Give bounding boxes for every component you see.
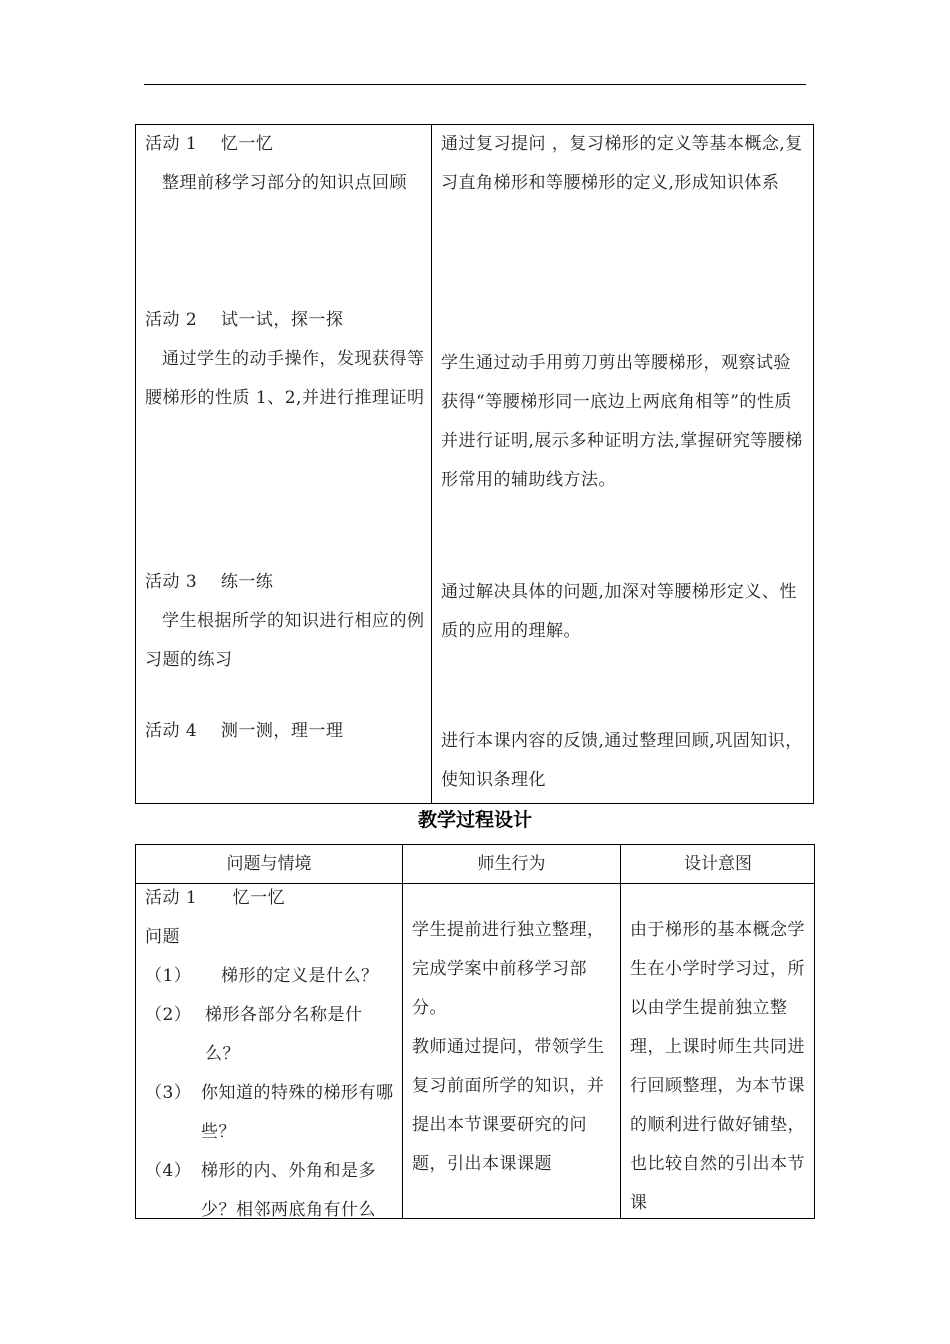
question-number: （3） [145, 1083, 192, 1103]
header-intent: 设计意图 [684, 854, 752, 874]
activity-3-left [145, 563, 425, 680]
header-behavior: 师生行为 [477, 854, 546, 874]
teacher-behavior: 教师通过提问，带领学生复习前面所学的知识，并提出本节课要研究的问题，引出本课课题 [412, 1037, 605, 1174]
behavior-column [412, 911, 614, 1184]
question-text: 梯形的内、外角和是多少？相邻两底角有什么 [201, 1161, 376, 1220]
activities-table [135, 124, 814, 804]
activity-1-description: 整理前移学习部分的知识点回顾 [162, 173, 407, 193]
column-divider [402, 845, 403, 1218]
activity-2-heading: 活动 2 试一试，探一探 [145, 310, 344, 330]
question-text: 梯形的定义是什么？ [221, 966, 379, 986]
activity-3-heading: 活动 3 练一练 [145, 572, 274, 592]
activity-1-heading: 活动 1 忆一忆 [145, 134, 274, 154]
activity-4-left [145, 712, 425, 751]
question-label: 问题 [145, 927, 180, 947]
question-text: 梯形各部分名称是什么？ [205, 1005, 363, 1064]
activity-3-intent: 通过解决具体的问题,加深对等腰梯形定义、性质的应用的理解。 [441, 582, 797, 641]
activity-4-intent: 进行本课内容的反馈,通过整理回顾,巩固知识，使知识条理化 [441, 731, 803, 790]
question-number: （1） [145, 966, 192, 986]
activity-4-heading: 活动 4 测一测，理一理 [145, 721, 344, 741]
process-title: 教学过程设计 [417, 809, 532, 831]
activity-2-description: 通过学生的动手操作，发现获得等腰梯形的性质 1、2,并进行推理证明 [145, 349, 425, 408]
process-table [135, 844, 815, 1219]
list-item [145, 996, 395, 1074]
activity-1-intent: 通过复习提问 ，复习梯形的定义等基本概念,复习直角梯形和等腰梯形的定义,形成知识体系 [441, 134, 803, 193]
student-behavior: 学生提前进行独立整理，完成学案中前移学习部分。 [412, 920, 605, 1018]
list-item [145, 957, 395, 996]
activity-3-description: 学生根据所学的知识进行相应的例习题的练习 [145, 611, 425, 670]
header-rule [144, 84, 806, 85]
question-number: （2） [145, 1005, 192, 1025]
question-text: 你知道的特殊的梯形有哪些？ [201, 1083, 394, 1142]
activity-2-left [145, 301, 425, 418]
activity-2-intent: 学生通过动手用剪刀剪出等腰梯形，观察试验获得“等腰梯形同一底边上两底角相等”的性质并进行证明,展示多种证明方法,掌握研究等腰梯形常用的辅助线方法。 [441, 353, 803, 490]
list-item [145, 1152, 395, 1230]
process-activity-heading: 活动 1 忆一忆 [145, 888, 286, 908]
problem-column [145, 879, 395, 1230]
list-item [145, 1074, 395, 1152]
intent-column: 由于梯形的基本概念学生在小学时学习过，所以由学生提前独立整理，上课时师生共同进行回顾整理，为本节课的顺利进行做好铺垫，也比较自然的引出本节课 [630, 920, 805, 1213]
question-number: （4） [145, 1161, 192, 1181]
header-problem: 问题与情境 [226, 854, 312, 874]
column-divider [620, 845, 621, 1218]
column-divider [431, 125, 432, 803]
activity-1-left [145, 125, 425, 203]
